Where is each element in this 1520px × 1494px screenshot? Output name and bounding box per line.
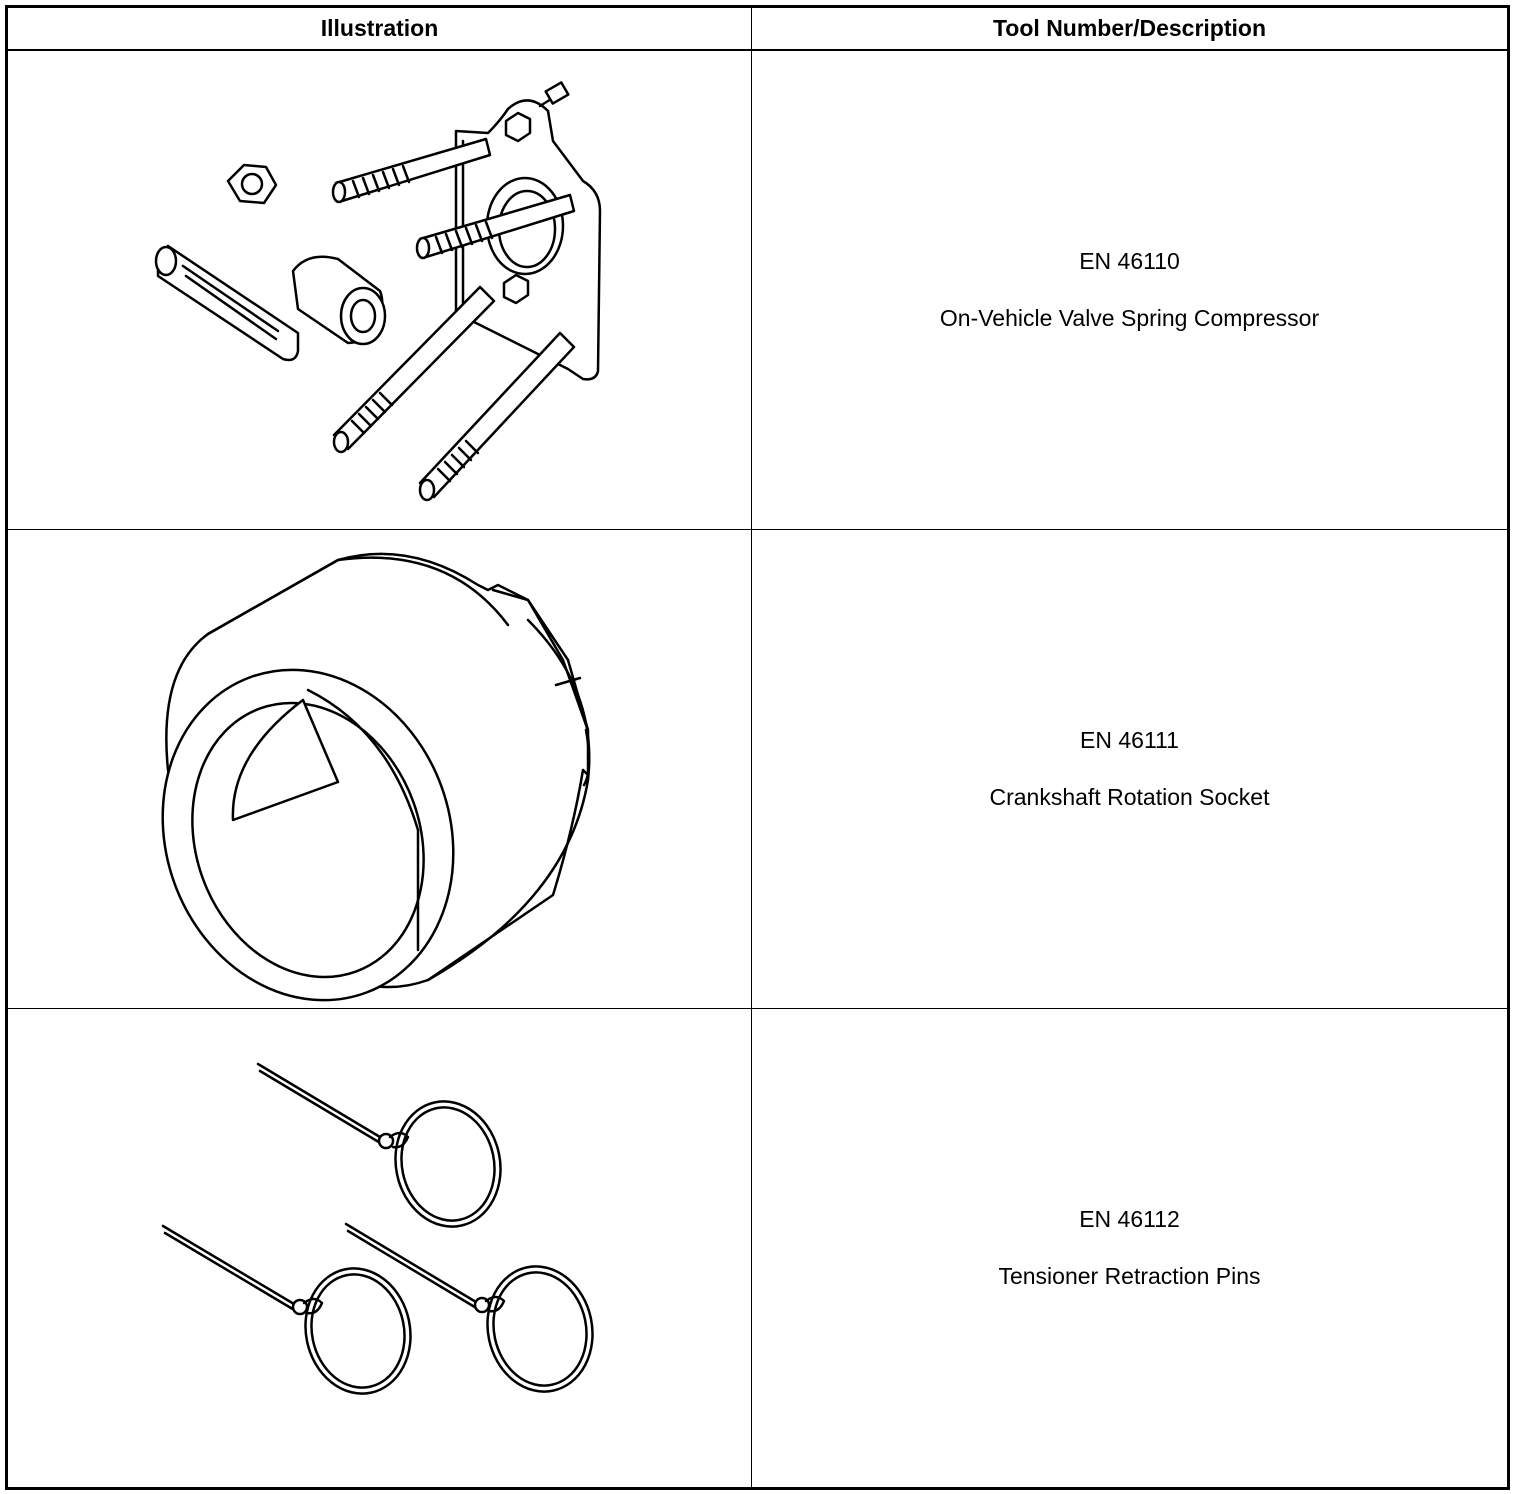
header-illustration: Illustration	[7, 7, 752, 51]
tool-description: Tensioner Retraction Pins	[998, 1263, 1261, 1289]
table-row	[7, 50, 1509, 530]
illustration-cell	[7, 530, 752, 1009]
tool-description: Crankshaft Rotation Socket	[989, 784, 1270, 810]
crankshaft-socket-icon	[8, 530, 753, 1008]
header-row	[7, 7, 1509, 51]
tool-table	[5, 5, 1510, 1490]
table-row	[7, 1009, 1509, 1489]
tool-number: EN 46112	[1079, 1206, 1180, 1232]
description-cell	[752, 1009, 1509, 1489]
illustration-cell	[7, 1009, 752, 1489]
illustration-cell	[7, 50, 752, 530]
retraction-pins-icon	[8, 1009, 753, 1487]
header-tool-description: Tool Number/Description	[752, 7, 1509, 51]
description-cell	[752, 530, 1509, 1009]
table-row	[7, 530, 1509, 1009]
valve-spring-compressor-icon	[8, 51, 753, 529]
tool-number: EN 46111	[1080, 727, 1179, 753]
tool-description: On-Vehicle Valve Spring Compressor	[939, 305, 1320, 331]
tool-number: EN 46110	[1079, 248, 1180, 274]
description-cell	[752, 50, 1509, 530]
